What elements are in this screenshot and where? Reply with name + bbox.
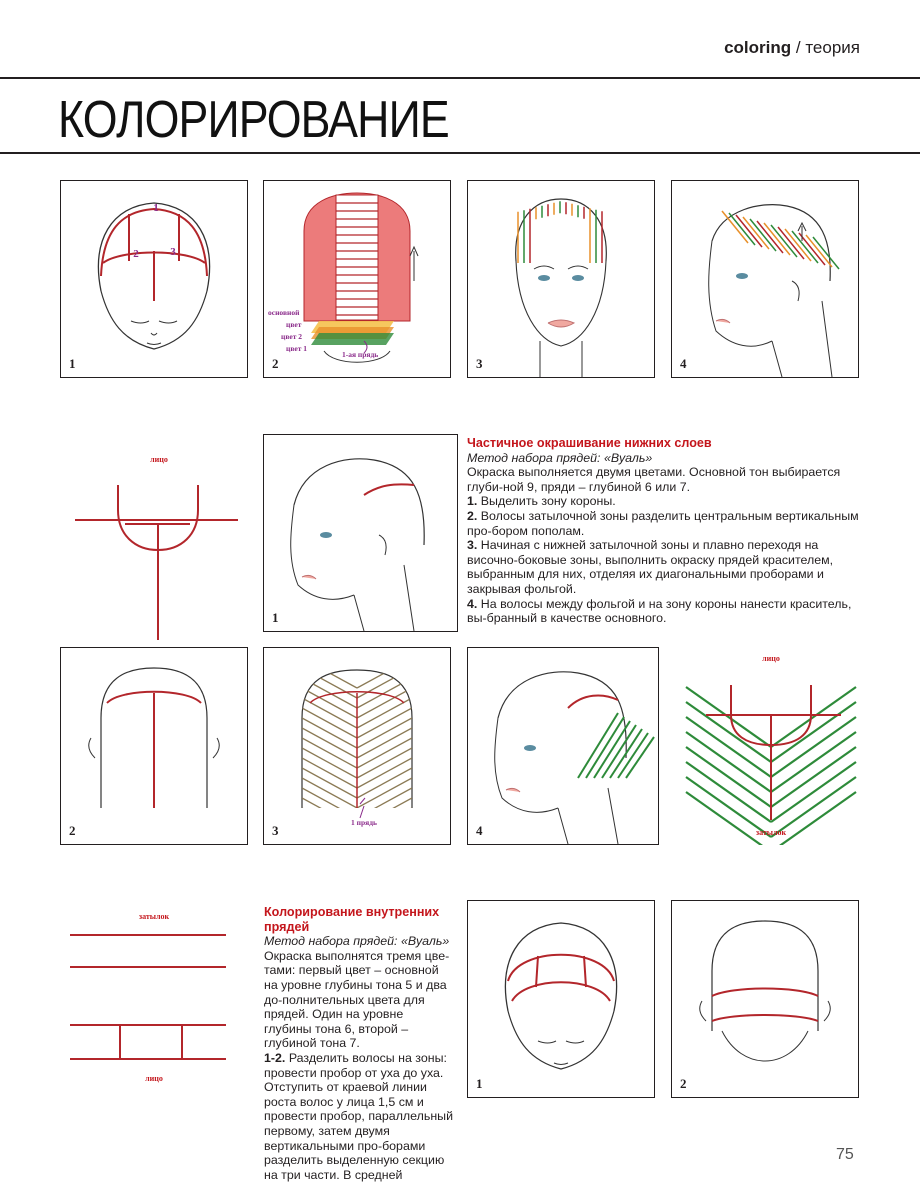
diagram-herringbone — [676, 645, 866, 845]
section1-heading: Частичное окрашивание нижних слоев — [467, 436, 712, 450]
section1-subheading: Метод набора прядей: «Вуаль» — [467, 450, 653, 465]
hair-strand-line — [686, 717, 771, 777]
section2-step: 1-2. Разделить волосы на зоны: провести пробор от уха до уха. Отступить от краевой линии роста волос у лица 1,5 см и провести пробор, параллельный первому, затем двумя вертикальными про-борами разделить выделенную секцию на три части. В средней — [264, 1050, 453, 1182]
label-strand-1: 1 прядь — [351, 818, 377, 827]
figure-number: 3 — [476, 356, 483, 371]
figure-front-stripes — [467, 180, 655, 378]
diagram-face-label: лицо — [145, 1074, 163, 1083]
hair-strand-line — [686, 732, 771, 792]
section1-step-3: 3. Начиная с нижней затылочной зоны и плавно переходя на височно-боковые зоны, выполнить окраску прядей красителем, выбранным для них, отделяя их диагональными проборами и закрывая фольгой. — [467, 538, 834, 596]
page-number: 75 — [836, 1146, 854, 1163]
figure-side-stripes — [671, 180, 859, 378]
section-name: теория — [805, 38, 860, 57]
figure-top-zones — [60, 180, 248, 378]
zone-label-3: 3 — [170, 246, 176, 258]
hair-strand-line — [792, 231, 818, 263]
label-strand: 1-ая прядь — [342, 350, 379, 359]
label-base: основной — [268, 308, 300, 317]
hair-strand-line — [743, 217, 769, 249]
title-rule — [0, 152, 920, 154]
section-brand: coloring — [724, 38, 792, 57]
figure-number: 1 — [272, 610, 279, 625]
hair-strand-line — [771, 687, 856, 747]
diagram-nape-label: затылок — [138, 912, 170, 921]
figure-number: 1 — [476, 1076, 483, 1091]
hair-strand-line — [785, 229, 811, 261]
figure-number: 2 — [69, 823, 76, 838]
figure-back-band — [671, 900, 859, 1098]
label-base-2: цвет — [286, 320, 302, 329]
section1-step-4: 4. На волосы между фольгой и на зону короны нанести краситель, вы-бранный в качестве основного. — [467, 596, 852, 626]
diagram-face-label: лицо — [150, 455, 168, 464]
diagram-nape-label: затылок — [755, 828, 787, 837]
diagram-partial-lower-layers — [70, 450, 250, 650]
hair-strand-line — [757, 221, 783, 253]
figure-back-diagonal — [263, 647, 451, 845]
figure-number: 4 — [680, 356, 687, 371]
hair-strand-line — [686, 792, 771, 845]
hair-strand-line — [586, 717, 624, 778]
hair-strand-line — [686, 762, 771, 822]
hair-strand-line — [778, 227, 804, 259]
section1-intro: Окраска выполняется двумя цветами. Основной тон выбирается глуби-ной 9, пряди – глубиной 6 или 7. — [467, 465, 841, 494]
hair-strand-line — [771, 762, 856, 822]
top-rule — [0, 77, 920, 79]
hair-strand-line — [722, 211, 748, 243]
figure-back-parting — [60, 647, 248, 845]
hair-strand-line — [771, 747, 856, 807]
page-title: КОЛОРИРОВАНИЕ — [58, 91, 449, 149]
hair-strand-line — [686, 702, 771, 762]
section2-text — [264, 905, 454, 1182]
hair-strand-line — [618, 733, 648, 778]
hair-strand-line — [750, 219, 776, 251]
figure-number: 4 — [476, 823, 483, 838]
section2-intro: Окраска выполнятся тремя цве-тами: первый цвет – основной на уровне глубины тона 5 и два до-полнительных цвета для прядей. Один на уровне глубины тона 6, второй – глубиной тона 7. — [264, 948, 450, 1051]
label-color2: цвет 2 — [281, 332, 303, 341]
figure-side-green — [467, 647, 659, 845]
hair-strand-line — [729, 213, 755, 245]
section-tag — [700, 38, 860, 58]
hair-strand-line — [626, 737, 654, 778]
figure-number: 1 — [69, 356, 76, 371]
section1-step-2: 2. Волосы затылочной зоны разделить центральным вертикальным про-бором пополам. — [467, 508, 859, 538]
zone-label-1: 1 — [153, 202, 159, 214]
section-separator: / — [791, 38, 806, 57]
figure-top-band — [467, 900, 655, 1098]
figure-back-strands — [263, 180, 451, 378]
hair-strand-line — [578, 713, 618, 778]
label-color1: цвет 1 — [286, 344, 308, 353]
hair-strand-line — [771, 225, 797, 257]
figure-side-crown — [263, 434, 458, 632]
hair-strand-line — [771, 717, 856, 777]
section2-subheading: Метод набора прядей: «Вуаль» — [264, 934, 450, 949]
section1-text — [467, 436, 859, 626]
diagram-inner-strands — [66, 905, 246, 1085]
hair-strand-line — [764, 223, 790, 255]
section1-step-1: 1. Выделить зону короны. — [467, 494, 616, 509]
figure-number: 2 — [680, 1076, 687, 1091]
hair-strand-line — [771, 732, 856, 792]
figure-number: 2 — [272, 356, 279, 371]
hair-strand-line — [686, 747, 771, 807]
figure-number: 3 — [272, 823, 279, 838]
hair-strand-line — [771, 792, 856, 845]
hair-strand-line — [799, 233, 825, 265]
hair-strand-line — [771, 702, 856, 762]
hair-strand-line — [686, 687, 771, 747]
diagram-face-label: лицо — [762, 654, 780, 663]
zone-label-2: 2 — [133, 248, 139, 260]
hair-strand-line — [736, 215, 762, 247]
section2-heading: Колорирование внутренних прядей — [264, 905, 440, 934]
